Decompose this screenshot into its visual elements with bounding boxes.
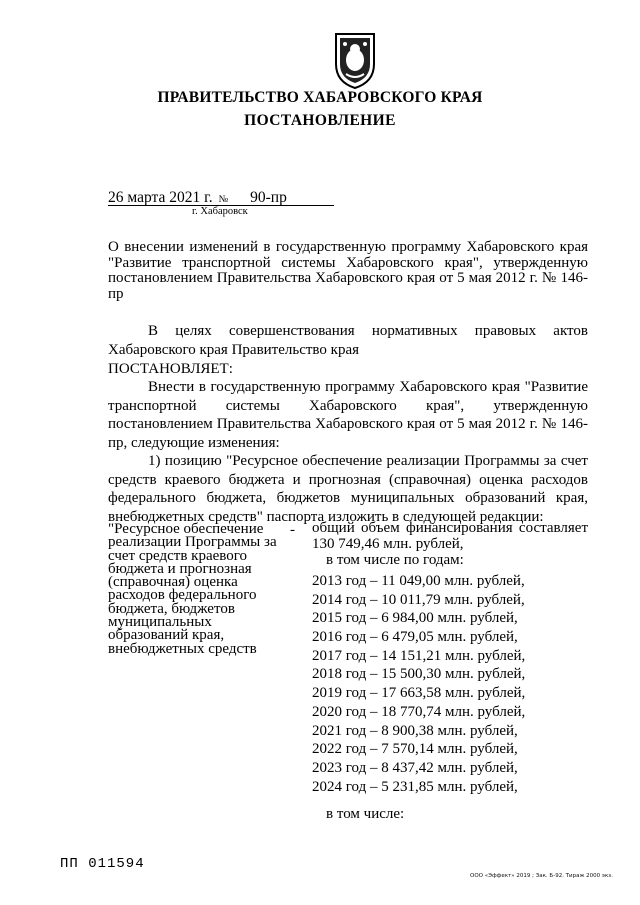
year-row: 2024 год – 5 231,85 млн. рублей, [312, 778, 518, 795]
city: г. Хабаровск [192, 206, 248, 217]
year-row: 2020 год – 18 770,74 млн. рублей, [312, 703, 526, 720]
decree-word: ПОСТАНОВЛЯЕТ: [108, 361, 233, 377]
print-info: ООО «Эффект» 2019 ; Зак. Б-92. Тираж 2000 экз. [470, 873, 613, 879]
decree-subject: О внесении изменений в государственную программу Хабаровского края "Развитие транспортной системы Хабаровского края", утвержденную постановлением Правительства Хабаровского края от 5 мая 2012 г. № 146-пр [108, 239, 588, 302]
decree-date: 26 марта 2021 г. [108, 189, 213, 206]
position-name: "Ресурсное обеспечение реализации Программы за счет средств краевого бюджета и прогнозная (справочная) оценка расходов федерального бюджета, бюджетов муниципальных образований края, внебюджетных средств [108, 521, 277, 657]
serial-number: ПП 011594 [60, 856, 145, 872]
year-row: 2019 год – 17 663,58 млн. рублей, [312, 685, 526, 702]
by-years-label: в том числе по годам: [326, 552, 464, 568]
number-label: № [218, 194, 229, 205]
document-type: ПОСТАНОВЛЕНИЕ [244, 112, 396, 129]
year-row: 2022 год – 7 570,14 млн. рублей, [312, 741, 518, 758]
year-row: 2014 год – 10 011,79 млн. рублей, [312, 591, 525, 608]
year-row: 2013 год – 11 049,00 млн. рублей, [312, 573, 525, 589]
year-row: 2015 год – 6 984,00 млн. рублей, [312, 610, 518, 627]
position-dash: - [290, 522, 295, 538]
coat-of-arms-emblem [330, 30, 380, 90]
total-funding: общий объем финансирования составляет 130 749,46 млн. рублей, [312, 520, 588, 552]
years-list [312, 572, 525, 796]
decree-number: 90-пр [250, 189, 287, 206]
paragraph-2: 1) позицию "Ресурсное обеспечение реализации Программы за счет средств краевого бюджета и прогнозная (справочная) оценка расходов федерального бюджета, бюджетов муниципальных образований края, внебюджетных средств" паспорта изложить в следующей редакции: [108, 453, 588, 525]
including-label: в том числе: [326, 806, 405, 822]
government-title: ПРАВИТЕЛЬСТВО ХАБАРОВСКОГО КРАЯ [157, 89, 483, 106]
year-row: 2023 год – 8 437,42 млн. рублей, [312, 759, 518, 776]
preamble: В целях совершенствования нормативных правовых актов Хабаровского края Правительство края [108, 323, 588, 358]
paragraph-1: Внести в государственную программу Хабаровского края "Развитие транспортной системы Хабаровского края", утвержденную постановлением Правительства Хабаровского края от 5 мая 2012 г. № 146-пр, следующие изменения: [108, 379, 588, 451]
year-row: 2017 год – 14 151,21 млн. рублей, [312, 647, 526, 664]
year-row: 2016 год – 6 479,05 млн. рублей, [312, 629, 518, 646]
year-row: 2018 год – 15 500,30 млн. рублей, [312, 666, 526, 683]
year-row: 2021 год – 8 900,38 млн. рублей, [312, 722, 518, 739]
